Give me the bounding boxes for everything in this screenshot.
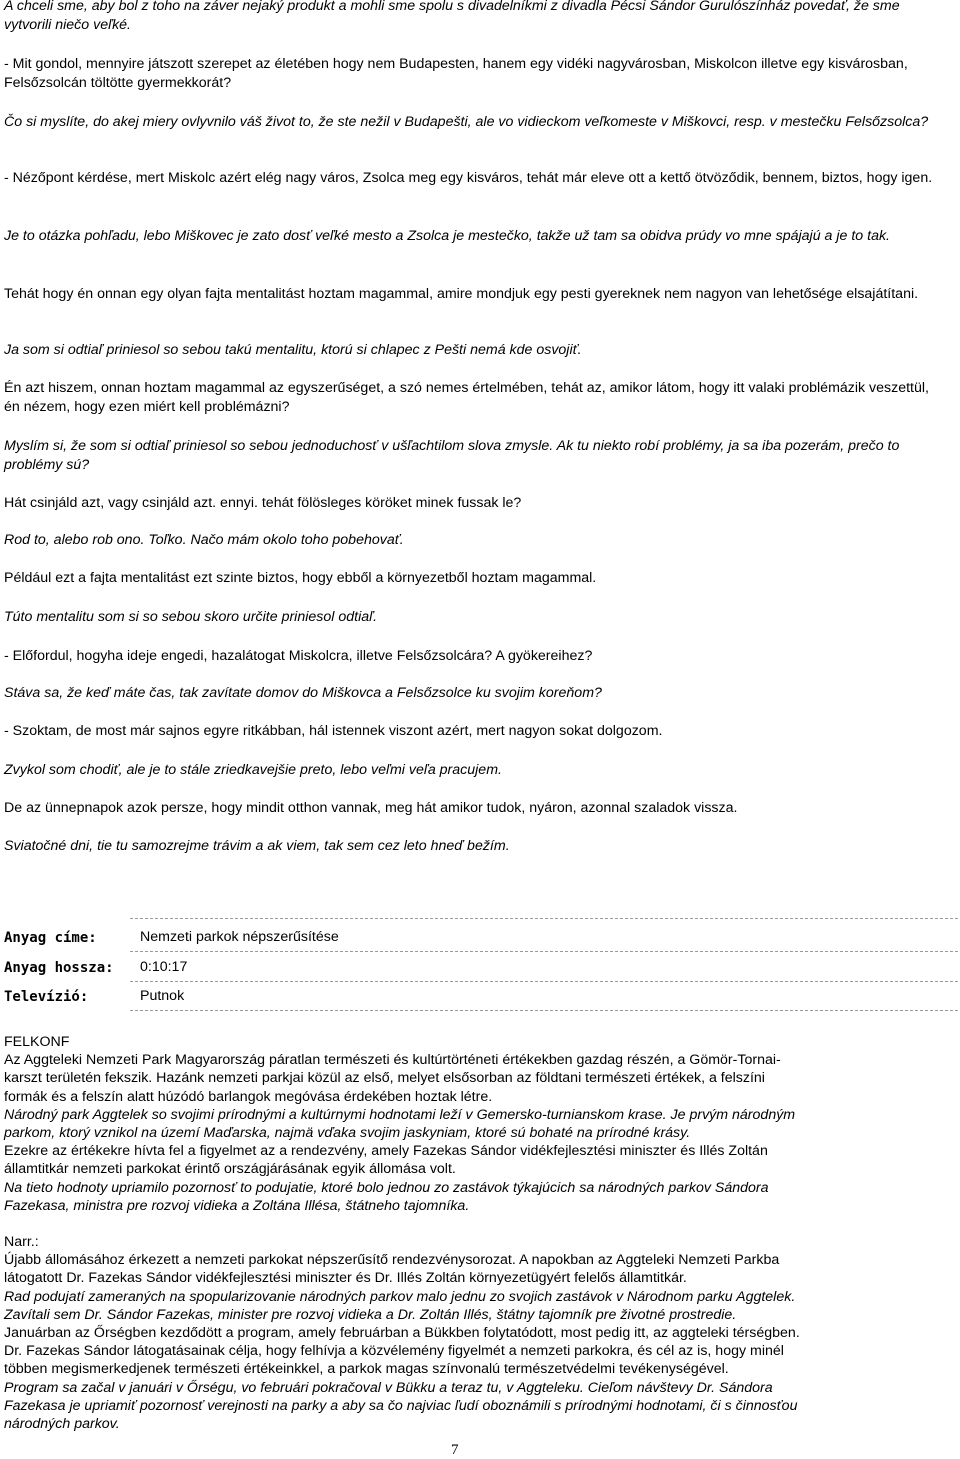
interview-paragraph: Rod to, alebo rob ono. Toľko. Načo mám okolo toho pobehovať. [4, 532, 404, 548]
narr-line: látogatott Dr. Fazekas Sándor vidékfejlesztési miniszter és Dr. Illés Zoltán környezetügyért felelős államtitkár. [4, 1270, 687, 1287]
interview-paragraph: Sviatočné dni, tie tu samozrejme trávim a ak viem, tak sem cez leto hneď bežím. [4, 838, 510, 854]
felkonf-line: Fazekasa, ministra pre rozvoj vidieka a Zoltána Illésa, štátneho tajomníka. [4, 1197, 470, 1214]
felkonf-line: államtitkár nemzeti parkokat érintő országjárásának egyik állomása volt. [4, 1161, 456, 1178]
interview-paragraph: - Nézőpont kérdése, mert Miskolc azért elég nagy város, Zsolca meg egy kisváros, tehát már eleve ott a kettő ötvöződik, bennem, biztos, hogy igen. [4, 170, 933, 186]
felkonf-line: Na tieto hodnoty upriamilo pozornosť to podujatie, ktoré bolo jednou zo zastávok týkajúcich sa národných parkov Sándora [4, 1179, 769, 1196]
felkonf-line: formák és a felszín alatt húzódó barlangok megóvása érdekében hoztak létre. [4, 1088, 493, 1105]
interview-paragraph: Túto mentalitu som si so sebou skoro určite priniesol odtiaľ. [4, 609, 378, 625]
interview-paragraph: Tehát hogy én onnan egy olyan fajta mentalitást hoztam magammal, amire mondjuk egy pesti gyereknek nem nagyon van lehetősége elsajátítani. [4, 286, 919, 302]
narr-line: többen megismerkedjenek természeti értékeinkkel, a parkok magas színvonalú természetvédelmi tevékenységével. [4, 1361, 729, 1378]
meta-length-value: 0:10:17 [140, 959, 188, 975]
meta-divider [130, 918, 958, 919]
narr-line: Narr.: [4, 1234, 39, 1250]
meta-length-label: Anyag hossza: [4, 960, 114, 976]
narr-line: Zavítali sem Dr. Sándor Fazekas, minister pre rozvoj vidieka a Dr. Zoltán Illés, štátny tajomník pre životné prostredie. [4, 1306, 737, 1323]
interview-paragraph: - Mit gondol, mennyire játszott szerepet az életében hogy nem Budapesten, hanem egy vidéki nagyvárosban, Miskolcon illetve egy kisvárosban, Felsőzsolcán töltötte gyermekkorát? [4, 56, 908, 91]
meta-tv-value: Putnok [140, 988, 185, 1004]
felkonf-line: Az Aggteleki Nemzeti Park Magyarország páratlan természeti és kultúrtörténeti értékekben gazdag részén, a Gömör-Tornai- [4, 1052, 781, 1069]
interview-paragraph: A chceli sme, aby bol z toho na záver nejaký produkt a mohli sme spolu s divadelníkmi z divadla Pécsi Sándor Gurulószínház povedať, že sme vytvorili niečo veľké. [4, 0, 900, 33]
felkonf-line: karszt területén fekszik. Hazánk nemzeti parkjai közül az első, melyet elsősorban az földtani természeti értékek, a felszíni [4, 1070, 765, 1087]
narr-line: Újabb állomásához érkezett a nemzeti parkokat népszerűsítő rendezvénysorozat. A napokban az Aggteleki Nemzeti Parkba [4, 1252, 780, 1269]
interview-paragraph: Ja som si odtiaľ priniesol so sebou takú mentalitu, ktorú si chlapec z Pešti nemá kde osvojiť. [4, 342, 582, 358]
narr-line: Rad podujatí zameraných na spopularizovanie národných parkov malo jednu zo svojich zastávok v Národnom parku Aggtelek. [4, 1288, 796, 1305]
interview-paragraph: Hát csinjáld azt, vagy csinjáld azt. ennyi. tehát fölösleges köröket minek fussak le? [4, 495, 522, 511]
felkonf-line: FELKONF [4, 1034, 70, 1050]
felkonf-section [4, 1033, 944, 1215]
interview-paragraph: - Szoktam, de most már sajnos egyre ritkábban, hál istennek viszont azért, mert nagyon sokat dolgozom. [4, 723, 663, 739]
narr-line: Dr. Fazekas Sándor látogatásainak célja, hogy felhívja a közvélemény figyelmét a nemzeti parkokra, és cél az is, hogy minél [4, 1343, 784, 1360]
felkonf-line: parkom, ktorý vznikol na území Maďarska, najmä vďaka svojim jaskyniam, ktoré sú bohaté na prírodné krásy. [4, 1125, 691, 1142]
interview-paragraph: - Előfordul, hogyha ideje engedi, hazalátogat Miskolcra, illetve Felsőzsolcára? A gyökereihez? [4, 648, 593, 664]
interview-paragraph: Stáva sa, že keď máte čas, tak zavítate domov do Miškovca a Felsőzsolce ku svojim koreňom? [4, 685, 602, 701]
narr-section [4, 1233, 944, 1433]
felkonf-line: Národný park Aggtelek so svojimi prírodnými a kultúrnymi hodnotami leží v Gemersko-turnianskom krase. Je prvým národným [4, 1106, 796, 1123]
interview-paragraph: Én azt hiszem, onnan hoztam magammal az egyszerűséget, a szó nemes értelmében, tehát az, amikor látom, hogy itt valaki problémázik veszettül, én nézem, hogy ezen miért kell problémázni? [4, 380, 929, 415]
narr-line: národných parkov. [4, 1416, 120, 1433]
meta-tv-label: Televízió: [4, 989, 89, 1005]
interview-paragraph: Például ezt a fajta mentalitást ezt szinte biztos, hogy ebből a környezetből hoztam magammal. [4, 570, 597, 586]
meta-divider [130, 1010, 958, 1011]
meta-title-value: Nemzeti parkok népszerűsítése [140, 929, 339, 945]
narr-line: Januárban az Őrségben kezdődött a program, amely februárban a Bükkben folytatódott, most pedig itt, az aggteleki térségben. [4, 1325, 800, 1342]
interview-paragraph: Je to otázka pohľadu, lebo Miškovec je zato dosť veľké mesto a Zsolca je mestečko, takže už tam sa obidva prúdy vo mne spájajú a je to tak. [4, 228, 890, 244]
narr-line: Program sa začal v januári v Őrségu, vo februári pokračoval v Bükku a teraz tu, v Aggteleku. Cieľom návštevy Dr. Sándora [4, 1379, 773, 1396]
interview-paragraph: Čo si myslíte, do akej miery ovlyvnilo váš život to, že ste nežil v Budapešti, ale vo vidieckom veľkomeste v Miškovci, resp. v mestečku Felsőzsolca? [4, 114, 929, 130]
meta-title-label: Anyag címe: [4, 930, 97, 946]
meta-divider [130, 951, 958, 952]
interview-paragraph: Zvykol som chodiť, ale je to stále zriedkavejšie preto, lebo veľmi veľa pracujem. [4, 762, 502, 778]
meta-divider [130, 981, 958, 982]
narr-line: Fazekasa je upriamiť pozornosť verejnosti na parky a aby sa čo najviac ľudí oboznámili s prírodnými hodnotami, či s činnosťou [4, 1397, 798, 1414]
page-number: 7 [451, 1442, 459, 1458]
interview-paragraph: Myslím si, že som si odtiaľ priniesol so sebou jednoduchosť v ušľachtilom slova zmysle. Ak tu niekto robí problémy, ja sa iba pozerám, prečo to problémy sú? [4, 438, 900, 473]
felkonf-line: Ezekre az értékekre hívta fel a figyelmet az a rendezvény, amely Fazekas Sándor vidékfejlesztési miniszter és Illés Zoltán [4, 1143, 768, 1160]
interview-paragraph: De az ünnepnapok azok persze, hogy mindit otthon vannak, meg hát amikor tudok, nyáron, azonnal szaladok vissza. [4, 800, 738, 816]
